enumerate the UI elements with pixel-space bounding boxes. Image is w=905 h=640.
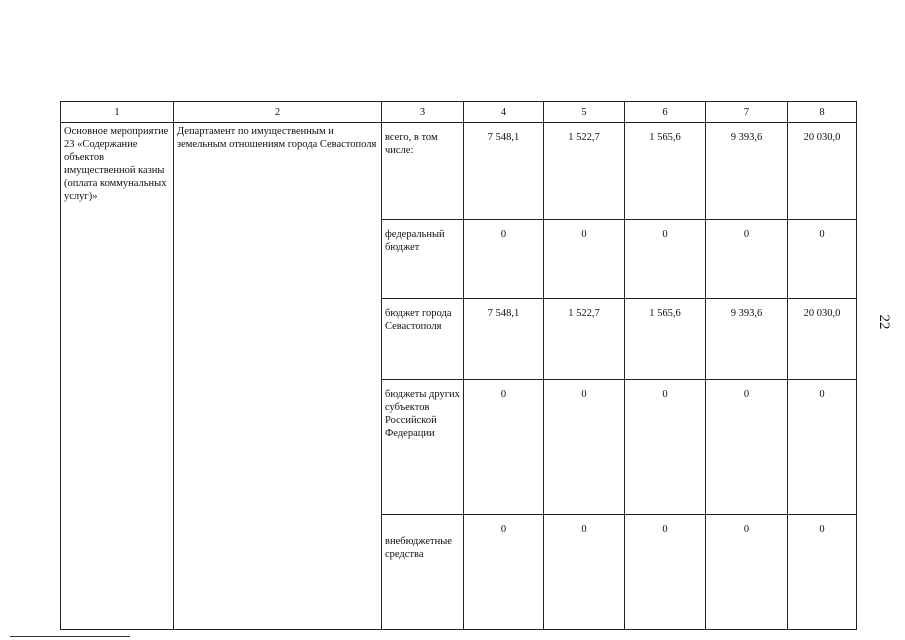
value-cell: 1 565,6 [625, 123, 706, 220]
value-cell: 0 [788, 220, 857, 299]
activity-name: Основное мероприятие 23 «Содержание объектов имущественной казны (оплата коммунальных услуг)» [61, 123, 174, 630]
header-cell: 1 [61, 102, 174, 123]
header-row [61, 102, 857, 123]
value-cell: 0 [464, 380, 544, 515]
footnote-rule [10, 636, 130, 637]
header-cell: 2 [174, 102, 382, 123]
value-cell: 7 548,1 [464, 123, 544, 220]
value-cell: 0 [544, 515, 625, 630]
funding-source: внебюджетные средства [382, 515, 464, 630]
page-number: 22 [876, 314, 892, 330]
value-cell: 1 522,7 [544, 123, 625, 220]
value-cell: 0 [464, 515, 544, 630]
funding-source: всего, в том числе: [382, 123, 464, 220]
header-cell: 3 [382, 102, 464, 123]
budget-table [60, 101, 857, 630]
header-cell: 8 [788, 102, 857, 123]
value-cell: 0 [788, 515, 857, 630]
value-cell: 1 522,7 [544, 299, 625, 380]
executor-name: Департамент по имущественным и земельным отношениям города Севастополя [174, 123, 382, 630]
value-cell: 0 [625, 515, 706, 630]
funding-source: федеральный бюджет [382, 220, 464, 299]
value-cell: 0 [625, 220, 706, 299]
value-cell: 9 393,6 [706, 123, 788, 220]
table-row [61, 123, 857, 220]
value-cell: 7 548,1 [464, 299, 544, 380]
header-cell: 7 [706, 102, 788, 123]
value-cell: 0 [706, 515, 788, 630]
funding-source: бюджет города Севастополя [382, 299, 464, 380]
value-cell: 0 [544, 220, 625, 299]
funding-source: бюджеты других субъектов Российской Федерации [382, 380, 464, 515]
value-cell: 0 [625, 380, 706, 515]
value-cell: 0 [464, 220, 544, 299]
value-cell: 0 [706, 220, 788, 299]
value-cell: 0 [788, 380, 857, 515]
header-cell: 6 [625, 102, 706, 123]
value-cell: 20 030,0 [788, 123, 857, 220]
value-cell: 9 393,6 [706, 299, 788, 380]
value-cell: 1 565,6 [625, 299, 706, 380]
value-cell: 0 [544, 380, 625, 515]
value-cell: 20 030,0 [788, 299, 857, 380]
header-cell: 5 [544, 102, 625, 123]
value-cell: 0 [706, 380, 788, 515]
header-cell: 4 [464, 102, 544, 123]
